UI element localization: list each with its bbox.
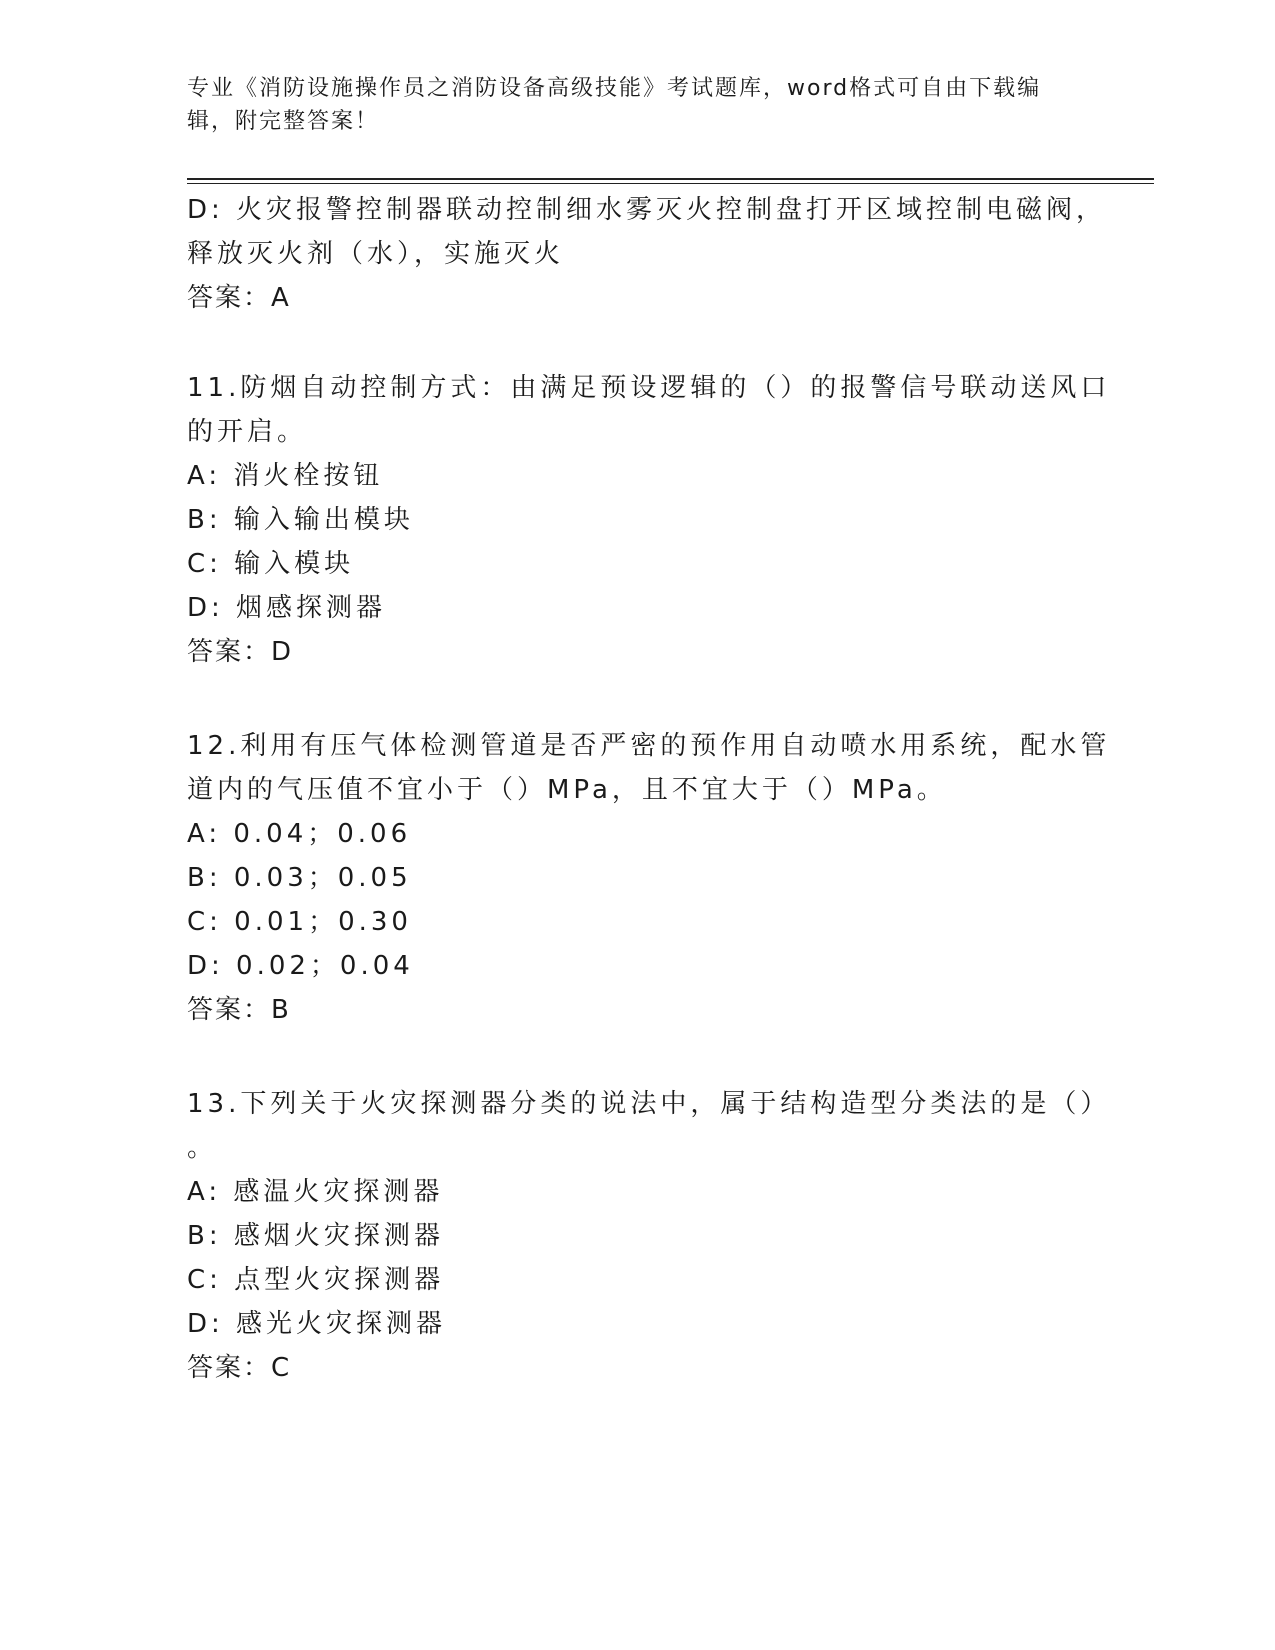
q13-option-b: B: 感烟火灾探测器	[187, 1221, 444, 1251]
q11-answer: 答案：D	[187, 637, 294, 667]
q11-option-c: C: 输入模块	[187, 549, 355, 579]
document-header	[187, 72, 1087, 138]
q12-option-b: B: 0.03；0.05	[187, 863, 412, 893]
q11-option-d: D: 烟感探测器	[187, 593, 387, 623]
q13-option-c: C: 点型火灾探测器	[187, 1265, 445, 1295]
header-divider-thick	[187, 178, 1154, 180]
q13-stem-line-1: 13.下列关于火灾探测器分类的说法中，属于结构造型分类法的是（）	[187, 1089, 1111, 1119]
q12-option-c: C: 0.01；0.30	[187, 907, 412, 937]
q10-option-d-line-1: D: 火灾报警控制器联动控制细水雾灭火控制盘打开区域控制电磁阀，	[187, 195, 1107, 225]
q12-answer: 答案：B	[187, 995, 291, 1025]
header-line-2: 辑，附完整答案！	[187, 109, 380, 134]
q13-stem-line-2: 。	[187, 1133, 218, 1163]
q10-answer: 答案：A	[187, 283, 291, 313]
header-divider-thin	[187, 183, 1154, 184]
q12-option-d: D: 0.02；0.04	[187, 951, 414, 981]
q11-stem-line-1: 11.防烟自动控制方式：由满足预设逻辑的（）的报警信号联动送风口	[187, 373, 1111, 403]
q12-stem-line-1: 12.利用有压气体检测管道是否严密的预作用自动喷水用系统，配水管	[187, 731, 1111, 761]
q11-option-b: B: 输入输出模块	[187, 505, 414, 535]
q13-option-d: D: 感光火灾探测器	[187, 1309, 447, 1339]
q11-stem-line-2: 的开启。	[187, 417, 308, 447]
q13-option-a: A: 感温火灾探测器	[187, 1177, 444, 1207]
q11-option-a: A: 消火栓按钮	[187, 461, 384, 491]
header-line-1: 专业《消防设施操作员之消防设备高级技能》考试题库，word格式可自由下载编	[187, 76, 1042, 101]
q12-stem-line-2: 道内的气压值不宜小于（）MPa，且不宜大于（）MPa。	[187, 775, 947, 805]
q10-option-d-line-2: 释放灭火剂（水），实施灭火	[187, 239, 565, 269]
q13-answer: 答案：C	[187, 1353, 292, 1383]
q12-option-a: A: 0.04；0.06	[187, 819, 412, 849]
